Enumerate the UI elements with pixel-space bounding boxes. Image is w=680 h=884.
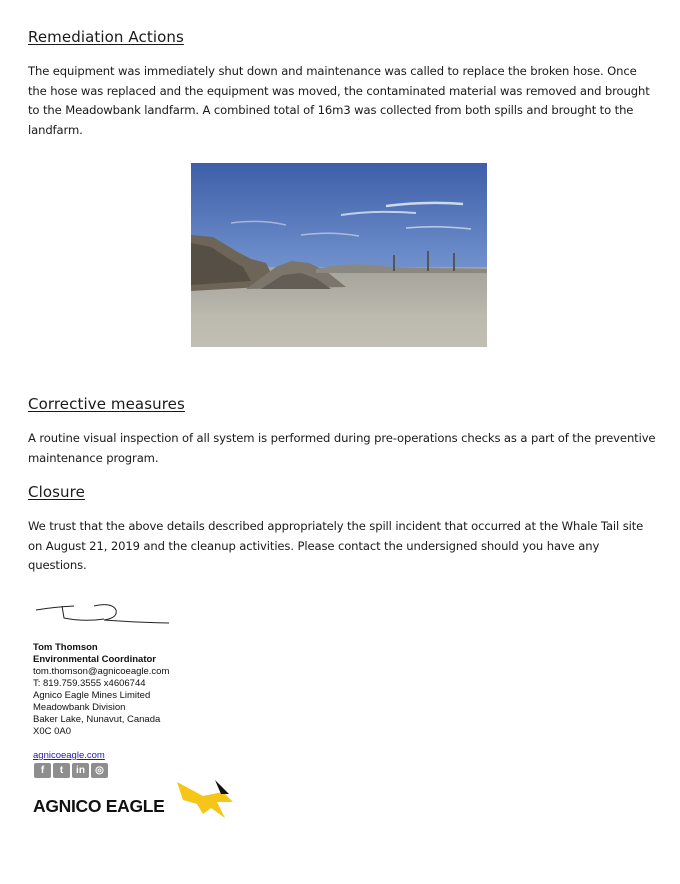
corrective-heading: Corrective measures	[28, 395, 185, 413]
signer-division: Meadowbank Division	[33, 702, 126, 713]
remediation-heading: Remediation Actions	[28, 28, 184, 46]
linkedin-icon[interactable]: in	[72, 763, 89, 778]
remediation-paragraph: The equipment was immediately shut down and maintenance was called to replace the broken hose. Once the hose was replaced and the equipment was moved, the contaminated material was removed and brought to the Meadowbank landfarm. A combined total of 16m3 was collected from both spills and brought to the landfarm.	[28, 64, 650, 137]
website-link[interactable]: agnicoeagle.com	[33, 750, 105, 761]
signer-title: Environmental Coordinator	[33, 654, 156, 665]
signer-email[interactable]: tom.thomson@agnicoeagle.com	[33, 666, 170, 677]
signer-location: Baker Lake, Nunavut, Canada	[33, 714, 161, 725]
signer-phone: T: 819.759.3555 x4606744	[33, 678, 146, 689]
facebook-icon[interactable]: f	[34, 763, 51, 778]
site-photo	[191, 163, 487, 347]
instagram-icon[interactable]: ◎	[91, 763, 108, 778]
signer-postal: X0C 0A0	[33, 726, 72, 737]
closure-heading: Closure	[28, 483, 85, 501]
logo-text: AGNICO EAGLE	[33, 796, 165, 816]
corrective-paragraph: A routine visual inspection of all system is performed during pre-operations checks as a part of the preventive maintenance program.	[28, 431, 656, 465]
signer-name: Tom Thomson	[33, 642, 98, 653]
social-icons	[34, 763, 108, 778]
twitter-icon[interactable]: t	[53, 763, 70, 778]
handwritten-signature	[34, 598, 174, 628]
company-logo	[33, 778, 243, 826]
signature-block	[33, 642, 169, 738]
signer-company: Agnico Eagle Mines Limited	[33, 690, 151, 701]
closure-paragraph: We trust that the above details described appropriately the spill incident that occurred at the Whale Tail site on August 21, 2019 and the cleanup activities. Please contact the undersigned should you have any questions.	[28, 519, 644, 572]
eagle-icon	[173, 778, 239, 826]
